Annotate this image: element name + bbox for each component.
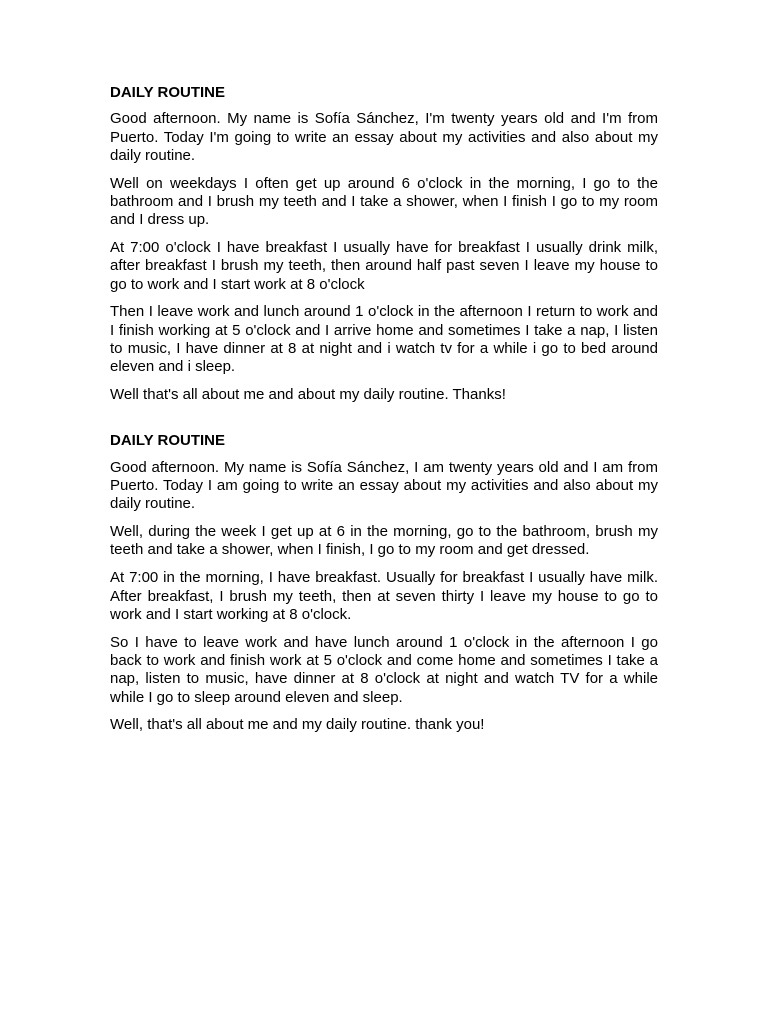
- paragraph-morning: Well on weekdays I often get up around 6 o'clock in the morning, I go to the bathroom and I brush my teeth and I take a shower, when I finish I go to my room and I dress up.: [110, 174, 658, 229]
- section-title: DAILY ROUTINE: [110, 432, 226, 450]
- document-page: [110, 84, 658, 744]
- section-corrected: [110, 432, 658, 734]
- paragraph-breakfast: At 7:00 o'clock I have breakfast I usually have for breakfast I usually drink milk, after breakfast I brush my teeth, then around half past seven I leave my house to go to work and I start work at 8 o'clock: [110, 239, 658, 293]
- section-title: DAILY ROUTINE: [110, 84, 226, 101]
- paragraph-afternoon: Then I leave work and lunch around 1 o'clock in the afternoon I return to work and I finish working at 5 o'clock and I arrive home and sometimes I take a nap, I listen to music, I have dinner at 8 at night and i watch tv for a while i go to bed around eleven and i sleep.: [110, 303, 658, 376]
- paragraph-closing: Well, that's all about me and my daily routine. thank you!: [110, 716, 485, 734]
- paragraph-intro: Good afternoon. My name is Sofía Sánchez, I'm twenty years old and I'm from Puerto. Today I'm going to write an essay about my activities and also about my daily routine.: [110, 110, 658, 164]
- paragraph-afternoon: So I have to leave work and have lunch around 1 o'clock in the afternoon I go back to work and finish work at 5 o'clock and come home and sometimes I take a nap, listen to music, have dinner at 8 o'clock at night and watch TV for a while while I go to sleep around eleven and sleep.: [110, 633, 658, 706]
- paragraph-breakfast: At 7:00 in the morning, I have breakfast. Usually for breakfast I usually have milk. After breakfast, I brush my teeth, then at seven thirty I leave my house to go to work and I start working at 8 o'clock.: [110, 569, 658, 623]
- section-original: [110, 84, 658, 404]
- paragraph-intro: Good afternoon. My name is Sofía Sánchez, I am twenty years old and I am from Puerto. Today I am going to write an essay about my activities and also about my daily routine.: [110, 458, 658, 513]
- paragraph-closing: Well that's all about me and about my daily routine. Thanks!: [110, 386, 506, 404]
- paragraph-morning: Well, during the week I get up at 6 in the morning, go to the bathroom, brush my teeth and take a shower, when I finish, I go to my room and get dressed.: [110, 523, 658, 559]
